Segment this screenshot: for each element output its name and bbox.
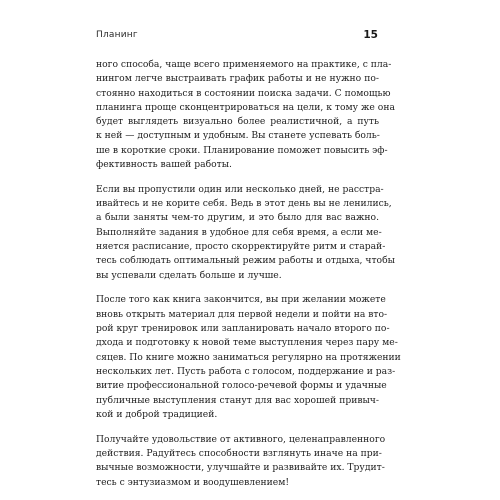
text-line: вы успевали сделать больше и лучше.	[96, 269, 282, 281]
text-line: ного способа, чаще всего применяемого на практике, с пла-	[96, 59, 392, 70]
text-line: будет выглядеть визуально более реалистичной, а путь	[96, 116, 379, 128]
text-line: сяцев. По книге можно заниматься регулярно на протяжении	[96, 351, 401, 363]
paragraph-2	[96, 183, 395, 283]
text-line: ше в короткие сроки. Планирование поможет повысить эф-	[96, 144, 388, 156]
text-line: ивайтесь и не корите себя. Ведь в этот день вы не ленились,	[96, 198, 392, 210]
text-line: тесь соблюдать оптимальный режим работы и отдыха, чтобы	[96, 255, 395, 267]
text-line: вновь открыть материал для первой недели и пойти на вто-	[96, 308, 388, 320]
text-line: витие профессиональной голосо-речевой формы и удачные	[96, 380, 387, 392]
text-line: рой круг тренировок или запланировать начало второго по-	[96, 323, 390, 335]
text-line: вычные возможности, улучшайте и развивайте их. Трудит-	[96, 462, 385, 474]
text-line: Если вы пропустили один или несколько дней, не расстра-	[96, 183, 384, 195]
text-line: нескольких лет. Пусть работа с голосом, поддержание и раз-	[96, 365, 396, 377]
running-head: Планинг	[96, 30, 138, 40]
text-line: кой и доброй традицией.	[96, 408, 218, 420]
text-line: нингом легче выстраивать график работы и не нужно по-	[96, 73, 379, 85]
text-line: планинга проще сконцентрироваться на цели, к тому же она	[96, 101, 395, 113]
text-line: к ней — доступным и удобным. Вы станете успевать боль-	[96, 130, 380, 142]
text-line: а были заняты чем-то другим, и это было для вас важно.	[96, 212, 379, 224]
text-line: тесь с энтузиазмом и воодушевлением!	[96, 476, 290, 488]
body-text	[96, 58, 401, 500]
text-line: После того как книга закончится, вы при желании можете	[96, 294, 386, 306]
text-line: Выполняйте задания в удобное для себя время, а если ме-	[96, 226, 382, 238]
page-number: 15	[363, 29, 378, 41]
paragraph-3	[96, 293, 401, 422]
text-line: публичные выступления станут для вас хорошей привыч-	[96, 394, 379, 406]
text-line: фективность вашей работы.	[96, 159, 232, 171]
text-line: няется расписание, просто скорректируйте ритм и старай-	[96, 241, 386, 253]
text-line: Получайте удовольствие от активного, целенаправленного	[96, 433, 386, 445]
page-header	[96, 30, 378, 46]
text-line: стоянно находиться в состоянии поиска задачи. С помощью	[96, 87, 391, 99]
paragraph-1	[96, 58, 395, 172]
text-line: действия. Радуйтесь способности взглянуть иначе на при-	[96, 447, 382, 459]
text-line: дхода и подготовку к новой теме выступления через пару ме-	[96, 337, 398, 349]
paragraph-4	[96, 433, 386, 490]
